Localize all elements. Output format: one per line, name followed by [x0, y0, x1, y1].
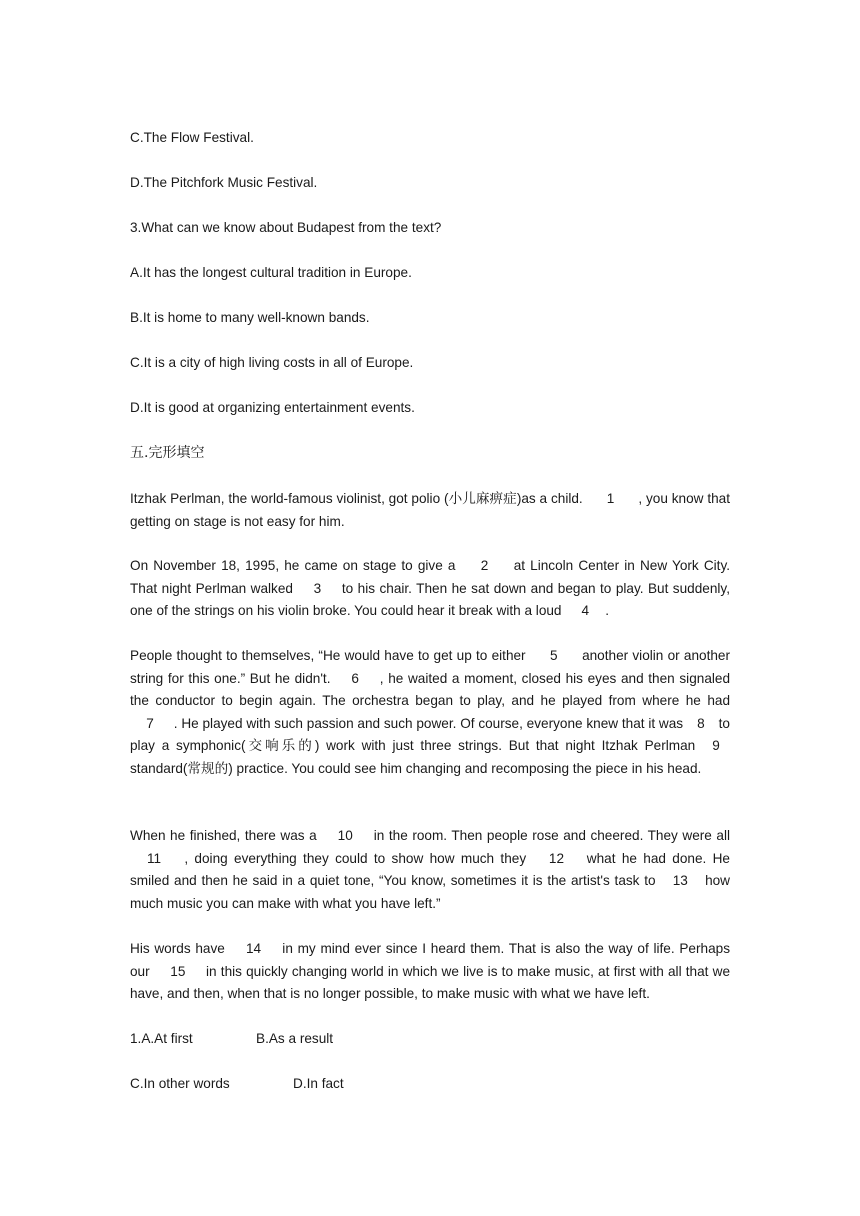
blank-4: 4 — [581, 603, 590, 618]
question-3-option-c: C.It is a city of high living costs in all of Europe. — [130, 355, 414, 370]
p4-text-f: how much music you can make with what you have left.” — [130, 873, 730, 911]
p3-text-e: . He played with such passion and such power. Of course, everyone knew that it was — [173, 715, 684, 731]
passage-paragraph-4 — [130, 825, 730, 915]
question-1-option-c: C.In other words — [130, 1076, 230, 1091]
blank-6: 6 — [351, 670, 359, 686]
blank-10: 10 — [337, 828, 353, 843]
p3-text-d: , he waited a moment, closed his eyes and then signaled the conductor to begin again. The orchestra began to play, and he played from where he had — [130, 670, 731, 708]
blank-15: 15 — [170, 963, 186, 979]
p4-text-e: what he had done. He smiled and then he said in a quiet tone, “You know, sometimes it is the artist's task to — [130, 850, 730, 888]
blank-9: 9 — [712, 738, 720, 753]
p2-text-a: On November 18, 1995, he came on stage to give a — [130, 558, 456, 573]
p3-text-g: standard(常规的) practice. You could see him changing and recomposing the piece in his head. — [130, 760, 702, 776]
blank-12: 12 — [548, 850, 565, 866]
section-heading: 五.完形填空 — [130, 445, 205, 461]
p2-text-c: at Lincoln Center in New York City. That night Perlman walked — [130, 558, 731, 596]
blank-13: 13 — [672, 873, 688, 888]
p3-text-c: another violin or another string for this one.” But he didn't. — [130, 648, 731, 686]
blank-7: 7 — [146, 715, 154, 731]
p1-text-c: , you know that getting on stage is not easy for him. — [130, 491, 731, 529]
p4-text-c: in the room. Then people rose and cheered. They were all — [373, 828, 730, 843]
question-1-row-1 — [130, 1029, 333, 1049]
p5-text-a: His words have — [130, 941, 225, 956]
passage-paragraph-3 — [130, 645, 730, 780]
p5-text-c: in my mind ever since I heard them. That is also the way of life. Perhaps our — [130, 941, 730, 979]
blank-3: 3 — [313, 580, 322, 596]
question-3: 3.What can we know about Budapest from the text? — [130, 220, 442, 235]
question-3-option-b: B.It is home to many well-known bands. — [130, 310, 370, 325]
blank-14: 14 — [246, 941, 262, 956]
question-3-option-a: A.It has the longest cultural tradition in Europe. — [130, 265, 412, 280]
option-d-festival: D.The Pitchfork Music Festival. — [130, 175, 318, 190]
p3-text-f: to play a symphonic(交响乐的) work with just three strings. But that night Itzhak Perlman — [130, 715, 730, 753]
blank-1: 1 — [606, 491, 615, 506]
p3-text-a: People thought to themselves, “He would have to get up to either — [130, 648, 526, 663]
option-c-festival: C.The Flow Festival. — [130, 130, 254, 145]
passage-paragraph-1 — [130, 488, 730, 533]
p1-text-a: Itzhak Perlman, the world-famous violinist, got polio (小儿麻痹症)as a child. — [130, 491, 583, 506]
p4-text-a: When he finished, there was a — [130, 828, 317, 843]
passage-paragraph-5 — [130, 938, 730, 1006]
question-1-row-2 — [130, 1074, 344, 1094]
question-1-option-a: 1.A.At first — [130, 1031, 193, 1046]
p2-text-e: . — [605, 603, 610, 618]
blank-5: 5 — [550, 648, 558, 663]
p2-text-d: to his chair. Then he sat down and began to play. But suddenly, one of the strings on his violin broke. You could hear it break with a loud — [130, 580, 730, 618]
p4-text-d: , doing everything they could to show how much they — [184, 850, 527, 866]
question-1-option-b: B.As a result — [256, 1031, 334, 1046]
passage-paragraph-2 — [130, 555, 730, 623]
blank-2: 2 — [480, 558, 489, 573]
blank-11: 11 — [146, 850, 162, 866]
p5-text-d: in this quickly changing world in which we live is to make music, at first with all that we have, and then, when that is no longer possible, to make music with what we have left. — [130, 963, 730, 1001]
blank-8: 8 — [697, 715, 705, 731]
question-1-option-d: D.In fact — [293, 1076, 344, 1091]
question-3-option-d: D.It is good at organizing entertainment events. — [130, 400, 415, 415]
